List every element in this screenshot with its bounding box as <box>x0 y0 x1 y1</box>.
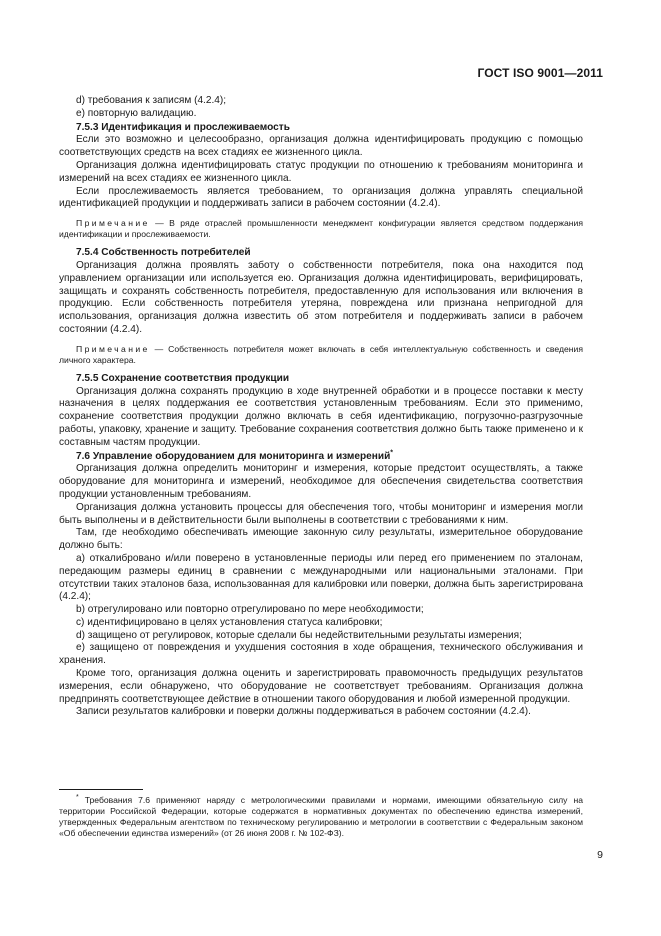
note <box>59 218 583 240</box>
list-item: c) идентифицировано в целях установления статуса калибровки; <box>76 616 383 628</box>
footnote-marker: * <box>76 794 79 802</box>
paragraph: Организация должна идентифицировать статус продукции по отношению к требованиям мониторинга и измерений на всех стадиях ее жизненного цикла. <box>59 159 583 184</box>
list-item: b) отрегулировано или повторно отрегулировано по мере необходимости; <box>76 604 424 616</box>
list-item: e) повторную валидацию. <box>76 107 197 119</box>
section-heading-text: 7.5.4 Собственность потребителей <box>76 247 251 259</box>
footnote-divider <box>59 789 143 790</box>
list-item: d) защищено от регулировок, которые сделали бы недействительными результаты измерения; <box>76 629 522 641</box>
list-item: a) откалибровано и/или поверено в установленные периоды или перед его применением по эталонам, передающим размеры единиц в сравнении с международными или национальными эталонами. При отсутствии таких эталонов база, использованная для калибровки или поверки, должна быть зарегистрирована (4.2.4); <box>59 552 583 603</box>
paragraph: Организация должна определить мониторинг и измерения, которые предстоит осуществлять, а также оборудование для мониторинга и измерений, необходимое для обеспечения свидетельства соответствия продукции установленным требованиям. <box>59 463 583 500</box>
paragraph: Кроме того, организация должна оценить и зарегистрировать правомочность предыдущих результатов измерения, если обнаружено, что оборудование не соответствует требованиям. Организация должна предпринять соответствующее действие в отношении такого оборудования и любой измеренной продукции. <box>59 668 583 705</box>
section-heading-text: 7.5.5 Сохранение соответствия продукции <box>76 372 290 384</box>
document-body <box>59 95 583 719</box>
list-item: d) требования к записям (4.2.4); <box>76 95 227 106</box>
section-heading-text: 7.6 Управление оборудованием для мониторинга и измерений <box>76 450 391 462</box>
footnote <box>59 795 583 839</box>
note-label: Примечание <box>76 343 150 354</box>
paragraph: Организация должна проявлять заботу о собственности потребителя, пока она находится под управлением организации или используется ею. Организация должна идентифицировать, верифицировать, защищать и сохранять собственность потребителя, предоставленную для использования или включения в продукцию. Если собственность потребителя утеряна, повреждена или признана непригодной для использования, организация должна известить об этом потребителя и поддерживать записи в рабочем состоянии (4.2.4). <box>59 259 583 335</box>
section-heading <box>59 373 583 386</box>
section-heading <box>59 247 583 260</box>
paragraph: Организация должна сохранять продукцию в ходе внутренней обработки и в процессе поставки к месту назначения в целях поддержания ее соответствия установленным требованиям. Если это применимо, сохранение соответствия продукции должно включать в себя идентификацию, погрузочно-разгрузочные работы, упаковку, хранение и защиту. Требование сохранения соответствия должно быть также применено и к составным частям продукции. <box>59 385 583 448</box>
list-item: e) защищено от повреждения и ухудшения состояния в ходе обращения, технического обслуживания и хранения. <box>59 642 583 667</box>
note-text: — Собственность потребителя может включать в себя интеллектуальную собственность и сведения личного характера. <box>59 343 583 365</box>
section-heading <box>59 122 583 135</box>
paragraph: Записи результатов калибровки и поверки должны поддерживаться в рабочем состоянии (4.2.4). <box>76 706 531 718</box>
section-heading <box>59 451 583 464</box>
paragraph: Если прослеживаемость является требованием, то организация должна управлять специальной идентификацией продукции и поддерживать записи в рабочем состоянии (4.2.4). <box>59 185 583 210</box>
paragraph: Если это возможно и целесообразно, организация должна идентифицировать продукцию с помощью соответствующих средств на всех стадиях ее жизненного цикла. <box>59 134 583 159</box>
page-number: 9 <box>597 849 603 861</box>
note-label: Примечание <box>76 218 150 229</box>
paragraph: Там, где необходимо обеспечивать имеющие законную силу результаты, измерительное оборудование должно быть: <box>59 527 583 552</box>
document-id-header: ГОСТ ISO 9001—2011 <box>477 66 603 80</box>
section-heading-text: 7.5.3 Идентификация и прослеживаемость <box>76 121 290 133</box>
paragraph: Организация должна установить процессы для обеспечения того, чтобы мониторинг и измерения могли быть выполнены и в действительности были выполнены в соответствии с требованиями к ним. <box>59 501 583 526</box>
note-text: — В ряде отраслей промышленности менеджмент конфигурации является средством поддержания идентификации и прослеживаемости. <box>59 218 583 240</box>
footnote-reference: * <box>390 449 394 457</box>
note <box>59 344 583 366</box>
footnote-text: Требования 7.6 применяют наряду с метрологическими правилами и нормами, имеющими обязательную силу на территории Российской Федерации, которые содержатся в нормативных документах по обеспечению единства измерений, утвержденных Федеральным агентством по техническому регулированию и метрологии в соответствии с Федеральным законом «Об обеспечении единства измерений» (от 26 июня 2008 г. № 102-ФЗ). <box>59 795 583 838</box>
